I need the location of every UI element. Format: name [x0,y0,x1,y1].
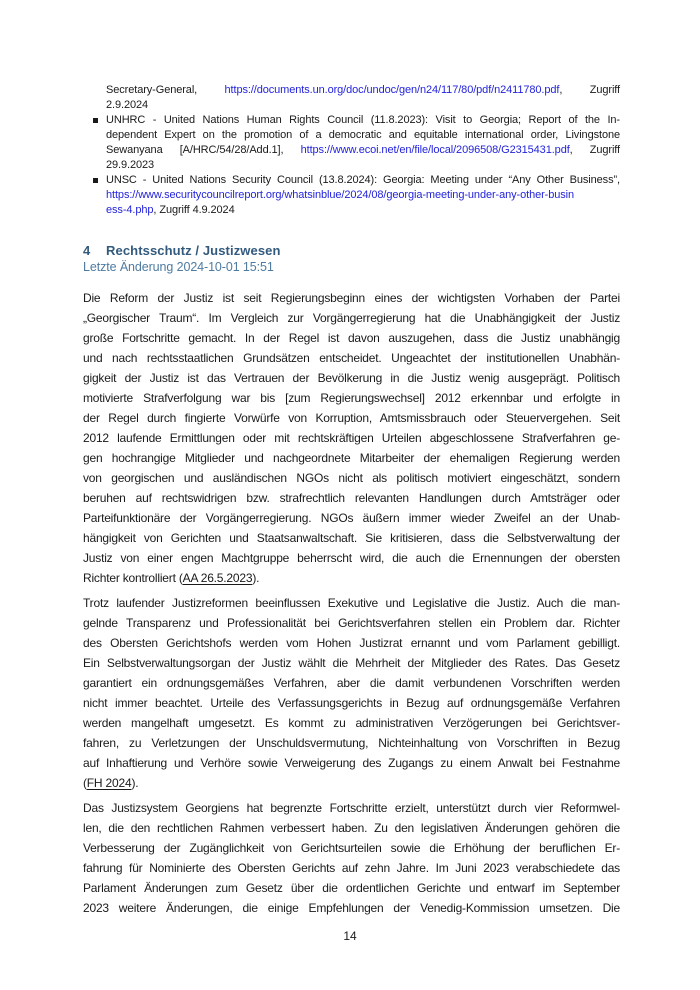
bullet-square-icon [93,178,98,183]
text-segment: 2012 laufende Ermittlungen oder mit rechtskräftigen Urteilen abgeschlossene Strafverfahren ge- [83,431,620,445]
text-segment: 2023 weitere Änderungen, die einige Empfehlungen der Venedig-Kommission umsetzen. Die [83,901,620,915]
text-segment: Sewanyana [A/HRC/54/28/Add.1], [106,144,301,156]
text-segment: Richter kontrolliert ( [83,571,183,585]
external-link[interactable]: https://www.securitycouncilreport.org/whatsinblue/2024/08/georgia-meeting-under-any-other-busin [106,189,575,201]
paragraph-line [83,753,620,773]
text-segment: von georgischen und ausländischen NGOs nicht als politisch motiviert eingeschätzt, sondern [83,471,620,485]
paragraph-line [83,673,620,693]
paragraph-line [83,328,620,348]
last-change-note: Letzte Änderung 2024-10-01 15:51 [83,260,274,274]
text-segment: Das Justizsystem Georgiens hat begrenzte Fortschritte erzielt, unterstützt durch vier Reformwel- [83,801,620,815]
paragraph-line [83,898,620,918]
paragraph-line [83,733,620,753]
external-link[interactable]: https://www.ecoi.net/en/file/local/2096508/G2315431.pdf [300,144,570,156]
paragraph [83,288,620,588]
text-segment: gen hochrangige Mitglieder und nachgeordnete Mitarbeiter der ehemaligen Regierung werden [83,451,620,465]
section-number: 4 [83,243,91,258]
paragraph-line [83,548,620,568]
text-segment: „Georgischer Traum“. Im Vergleich zur Vorgängerregierung hat die Unabhängigkeit der Justiz [83,311,620,325]
paragraph-line [83,308,620,328]
text-segment: ). [252,571,260,585]
paragraph-line [83,633,620,653]
text-segment: , Zugriff 4.9.2024 [153,204,235,216]
paragraph-line [83,838,620,858]
paragraph-line [83,428,620,448]
text-segment: 2.9.2024 [106,99,149,111]
text-segment: werden mangelhaft umgesetzt. Es kommt zu administrativen Verzögerungen bei Gerichtsver- [83,716,620,730]
paragraph-line [83,488,620,508]
text-segment: garantiert ein ordnungsgemäßes Verfahren, aber die damit verbundenen Vorschriften werden [83,676,620,690]
text-segment: , Zugriff [569,144,621,156]
text-segment: Justiz von einer engen Machtgruppe beherrscht wird, die auch die Ernennungen der obersten [83,551,620,565]
paragraph-line [83,528,620,548]
text-segment: beruhen auf rechtswidrigen bzw. strafrechtlich relevanten Handlungen durch Amtsträger oder [83,491,620,505]
paragraph-line [83,408,620,428]
bibliography-line [106,128,620,143]
text-segment: Trotz laufender Justizreformen beeinflussen Exekutive und Legislative die Justiz. Auch die man- [83,596,620,610]
text-segment: ). [131,776,139,790]
text-segment: auf Inhaftierung und Verhöre sowie Verweigerung des Zugangs zu einem Anwalt bei Festnahme [83,756,620,770]
text-segment: Verbesserung der Zugänglichkeit von Gerichtsurteilen sowie die Erhöhung der beruflichen Er- [83,841,620,855]
paragraph-line [83,878,620,898]
external-link[interactable]: https://documents.un.org/doc/undoc/gen/n24/117/80/pdf/n2411780.pdf [224,84,560,96]
paragraph-line [83,818,620,838]
paragraph-line [83,693,620,713]
text-segment: Secretary-General, [106,84,225,96]
bibliography-line [106,113,620,128]
paragraph-line [83,593,620,613]
paragraph-line [83,468,620,488]
bullet-square-icon [93,118,98,123]
bibliography-item [106,83,620,113]
text-segment: Parlament Änderungen zum Gesetz über die ordentlichen Gerichte und entwarf im September [83,881,620,895]
text-segment: und nach rechtsstaatlichen Grundsätzen entscheidet. Ungeachtet der institutionellen Unabhän- [83,351,620,365]
bibliography-list [83,83,620,218]
text-segment: Ein Selbstverwaltungsorgan der Justiz wählt die Mehrheit der Mitglieder des Rates. Das Gesetz [83,656,620,670]
text-segment: des Obersten Gerichtshofs werden vom Hohen Justizrat ernannt und vom Parlament gebilligt. [83,636,620,650]
text-segment: nicht immer beachtet. Urteile des Verfassungsgerichts in Bezug auf ordnungsgemäße Verfahren [83,696,620,710]
bibliography-line [106,158,620,173]
paragraph-line [83,388,620,408]
bibliography-line [106,143,620,158]
text-segment: UNSC - United Nations Security Council (13.8.2024): Georgia: Meeting under “Any Other Business”, [106,174,620,186]
bibliography-line [106,188,620,203]
section-heading [83,242,620,259]
paragraph-line [83,858,620,878]
text-segment: , Zugriff [559,84,620,96]
text-segment: gigkeit der Justiz ist das Vertrauen der Bevölkerung in die Justiz wenig ausgeprägt. Politisch [83,371,620,385]
text-segment: 29.9.2023 [106,159,155,171]
bibliography-line [106,203,620,218]
text-segment: fahren, zu Verletzungen der Unschuldsvermutung, Nichteinhaltung von Vorschriften in Bezug [83,736,620,750]
external-link[interactable]: ess-4.php [106,204,154,216]
text-segment: gelnde Transparenz und Professionalität bei Gerichtsverfahren stellen ein Problem dar. Richter [83,616,620,630]
paragraph-line [83,713,620,733]
bibliography-item [106,173,620,218]
body-text [83,288,620,918]
text-segment: len, die den rechtlichen Rahmen verbessert haben. Zu den legislativen Änderungen gehören die [83,821,620,835]
bibliography-item [106,113,620,173]
paragraph-line [83,288,620,308]
text-segment: hängigkeit von Gerichten und Staatsanwaltschaft. Sie kritisieren, dass die Selbstverwaltung der [83,531,620,545]
text-segment: der Regel durch fingierte Vorwürfe von Korruption, Amtsmissbrauch oder Steuervergehen. Seit [83,411,620,425]
paragraph-line [83,508,620,528]
paragraph [83,593,620,793]
text-segment: große Fortschritte gemacht. In der Regel ist davon auszugehen, dass die Justiz unabhängig [83,331,620,345]
text-segment: Die Reform der Justiz ist seit Regierungsbeginn eines der wichtigsten Vorhaben der Partei [83,291,620,305]
source-reference-link[interactable]: FH 2024 [86,776,132,790]
paragraph [83,798,620,918]
text-segment: ( [83,776,87,790]
paragraph-line [83,448,620,468]
paragraph-line [83,773,620,793]
paragraph-line [83,613,620,633]
paragraph-line [83,568,620,588]
text-segment: dependent Expert on the promotion of a democratic and equitable international order, Livingstone [106,129,620,141]
paragraph-line [83,798,620,818]
paragraph-line [83,653,620,673]
text-segment: fahrung für Nominierte des Obersten Gerichts auf zehn Jahre. Im Juni 2023 verabschiedete das [83,861,620,875]
bibliography-line [106,173,620,188]
bibliography-line [106,83,620,98]
paragraph-line [83,368,620,388]
text-segment: UNHRC - United Nations Human Rights Council (11.8.2023): Visit to Georgia; Report of the In- [106,114,620,126]
paragraph-line [83,348,620,368]
text-segment: motivierte Strafverfolgung war bis [zum Regierungswechsel] 2012 erkennbar und erfolgte in [83,391,620,405]
page-number: 14 [343,929,357,943]
text-segment: Parteifunktionäre der Vorgängerregierung. NGOs äußern immer wieder Zweifel an der Unab- [83,511,620,525]
bibliography-line [106,98,620,113]
section-title: Rechtsschutz / Justizwesen [106,243,281,258]
source-reference-link[interactable]: AA 26.5.2023 [182,571,253,585]
